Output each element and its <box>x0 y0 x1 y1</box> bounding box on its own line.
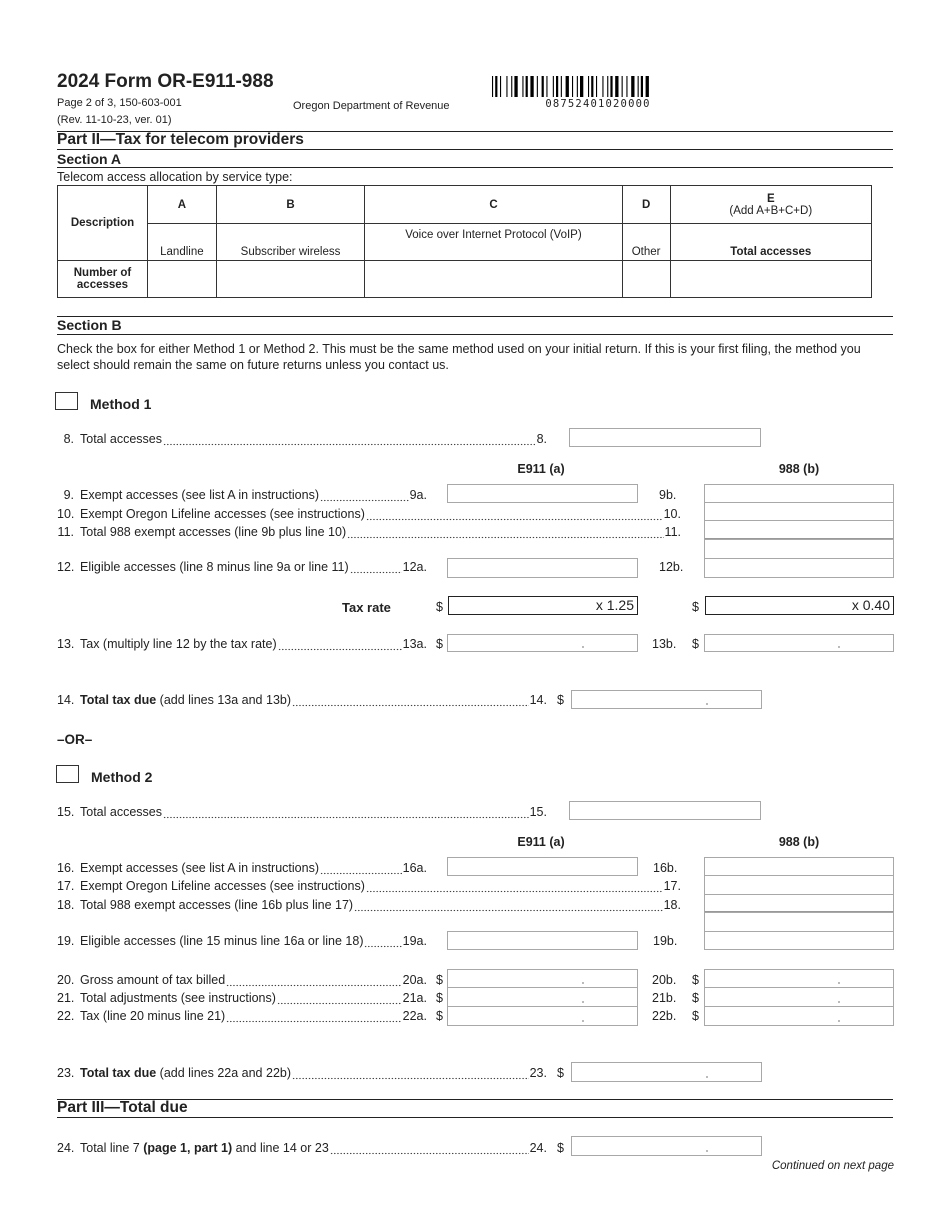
barcode <box>492 76 704 97</box>
page-info: Page 2 of 3, 150-603-001 <box>57 97 182 109</box>
divider <box>57 149 893 150</box>
col-e-label: Total accesses <box>670 224 871 261</box>
line-text: (add lines 22a and 22b) <box>159 1066 292 1080</box>
line-12b-input[interactable] <box>704 558 894 578</box>
line-text: Total accesses <box>80 805 162 819</box>
leader-dots <box>163 805 529 820</box>
line-10-input[interactable] <box>704 502 894 521</box>
barcode-bar <box>626 76 627 97</box>
line-16 <box>57 861 427 876</box>
barcode-bar <box>537 76 538 97</box>
line-19b-ref: 19b. <box>653 934 678 948</box>
line-13a-input[interactable] <box>447 634 638 652</box>
part2-title: Part II—Tax for telecom providers <box>57 131 304 148</box>
barcode-bar <box>561 76 562 97</box>
line-ref: 24. <box>529 1141 547 1155</box>
barcode-bar <box>514 76 517 97</box>
leader-dots <box>330 1141 529 1156</box>
leader-dots <box>163 432 536 447</box>
divider <box>57 316 893 317</box>
barcode-bar <box>602 76 603 97</box>
line-ref: 20a. <box>402 973 427 987</box>
leader-dots <box>366 507 663 522</box>
line-number: 8. <box>63 432 74 446</box>
line-number: 24. <box>57 1141 75 1155</box>
line-text: and line 14 or 23 <box>235 1141 329 1155</box>
barcode-bar <box>495 76 497 97</box>
leader-dots <box>320 861 402 876</box>
line-19 <box>57 934 427 949</box>
barcode-bar <box>522 76 523 97</box>
divider <box>57 334 893 335</box>
barcode-number: 08752401020000 <box>545 98 651 110</box>
line-text: Eligible accesses (line 15 minus line 16a or line 18) <box>80 934 364 948</box>
col-d-label: Other <box>622 224 670 261</box>
barcode-bar <box>615 76 618 97</box>
line-text: Tax (multiply line 12 by the tax rate) <box>80 637 277 651</box>
dollar-sign: $ <box>436 991 443 1005</box>
line-number: 10. <box>57 507 75 521</box>
barcode-bar <box>542 76 544 97</box>
method2-checkbox[interactable] <box>56 765 79 783</box>
line-text-bold: Total tax due <box>80 693 157 707</box>
col-d-letter: D <box>622 186 670 224</box>
spacer-box <box>704 912 894 932</box>
line-12b-ref: 12b. <box>659 560 684 574</box>
col-a-label: Landline <box>148 224 217 261</box>
line-24-input[interactable] <box>571 1136 762 1156</box>
col-b-letter: B <box>216 186 365 224</box>
col-e-header <box>670 186 871 224</box>
line-13 <box>57 637 427 652</box>
line-text-bold: Total tax due <box>80 1066 157 1080</box>
barcode-bar <box>546 76 547 97</box>
line-ref: 9a. <box>409 488 427 502</box>
line-text: Exempt Oregon Lifeline accesses (see instructions) <box>80 879 365 893</box>
barcode-bar <box>591 76 593 97</box>
line-20b-input[interactable] <box>704 969 894 988</box>
accesses-total-input[interactable] <box>670 261 871 298</box>
col-e911-header: E911 (a) <box>517 462 565 476</box>
line-text: Total adjustments (see instructions) <box>80 991 276 1005</box>
line-number: 12. <box>57 560 75 574</box>
leader-dots <box>292 1066 529 1081</box>
leader-dots <box>354 898 663 913</box>
leader-dots <box>366 879 663 894</box>
col-e-letter: E <box>766 192 775 205</box>
line-21b-ref: 21b. <box>652 991 677 1005</box>
col-c-letter: C <box>365 186 622 224</box>
barcode-bar <box>588 76 589 97</box>
leader-dots <box>292 693 529 708</box>
barcode-bar <box>492 76 493 97</box>
dollar-sign: $ <box>436 973 443 987</box>
leader-dots <box>226 973 401 988</box>
line-number: 19. <box>57 934 75 948</box>
line-ref: 22a. <box>402 1009 427 1023</box>
line-9b-input[interactable] <box>704 484 894 503</box>
line-11-input[interactable] <box>704 520 894 540</box>
line-17 <box>57 879 681 894</box>
barcode-bar <box>580 76 583 97</box>
dollar-sign: $ <box>692 1009 699 1023</box>
or-separator: –OR– <box>57 732 93 747</box>
line-13b-input[interactable] <box>704 634 894 652</box>
line-21 <box>57 991 427 1006</box>
line-number: 21. <box>57 991 75 1005</box>
barcode-bar <box>638 76 639 97</box>
line-ref: 15. <box>529 805 547 819</box>
col-a-letter: A <box>148 186 217 224</box>
barcode-bar <box>556 76 558 97</box>
barcode-bar <box>572 76 573 97</box>
accesses-a-input[interactable] <box>148 261 217 298</box>
col-988-header: 988 (b) <box>778 462 820 476</box>
line-ref: 19a. <box>402 934 427 948</box>
barcode-bar <box>553 76 554 97</box>
agency-name: Oregon Department of Revenue <box>293 100 450 112</box>
line-text: Exempt accesses (see list A in instructions) <box>80 861 319 875</box>
line-10 <box>57 507 681 522</box>
line-9 <box>57 488 427 503</box>
accesses-b-input[interactable] <box>216 261 365 298</box>
barcode-bar <box>622 76 623 97</box>
line-17-input[interactable] <box>704 875 894 895</box>
line-ref: 10. <box>663 507 681 521</box>
barcode-bar <box>500 76 501 97</box>
line-15-input[interactable] <box>569 801 761 820</box>
line-ref: 12a. <box>402 560 427 574</box>
line-22b-ref: 22b. <box>652 1009 677 1023</box>
dollar-sign: $ <box>436 600 443 614</box>
section-b-instructions: Check the box for either Method 1 or Method 2. This must be the same method used on your initial return. If this is your first filing, the method you select should remain the same on future returns unless you contact us. <box>57 342 861 372</box>
line-12a-input[interactable] <box>447 558 638 578</box>
line-number: 20. <box>57 973 75 987</box>
tax-rate-b: x 0.40 <box>705 596 894 615</box>
dollar-sign: $ <box>692 973 699 987</box>
barcode-bar <box>511 76 512 97</box>
number-of-accesses-label: Number of accesses <box>58 261 148 298</box>
line-number: 18. <box>57 898 75 912</box>
section-a-caption: Telecom access allocation by service type: <box>57 170 293 184</box>
section-b-title: Section B <box>57 317 122 333</box>
line-ref: 16a. <box>402 861 427 875</box>
line-14-input[interactable] <box>571 690 762 709</box>
line-23-input[interactable] <box>571 1062 762 1082</box>
line-number: 23. <box>57 1066 75 1080</box>
dollar-sign: $ <box>692 637 699 651</box>
line-text: Total 988 exempt accesses (line 16b plus line 17) <box>80 898 354 912</box>
line-ref: 21a. <box>402 991 427 1005</box>
form-title: 2024 Form OR-E911-988 <box>57 71 274 92</box>
continued-note: Continued on next page <box>771 1160 894 1172</box>
line-number: 16. <box>57 861 75 875</box>
leader-dots <box>320 488 409 503</box>
line-22a-input[interactable] <box>447 1006 638 1026</box>
dollar-sign: $ <box>436 637 443 651</box>
line-number: 22. <box>57 1009 75 1023</box>
line-ref: 8. <box>536 432 547 446</box>
col-b-label: Subscriber wireless <box>216 224 365 261</box>
method1-label: Method 1 <box>90 396 152 412</box>
line-11 <box>57 525 681 540</box>
line-ref: 14. <box>529 693 547 707</box>
method2-label: Method 2 <box>91 769 153 785</box>
barcode-bar <box>526 76 528 97</box>
line-16b-input[interactable] <box>704 857 894 876</box>
dollar-sign: $ <box>692 991 699 1005</box>
line-text: Tax (line 20 minus line 21) <box>80 1009 226 1023</box>
line-14 <box>57 693 547 708</box>
divider <box>57 167 893 168</box>
line-ref: 18. <box>663 898 681 912</box>
description-header: Description <box>58 186 148 261</box>
dollar-sign: $ <box>692 600 699 614</box>
dollar-sign: $ <box>436 1009 443 1023</box>
line-ref: 13a. <box>402 637 427 651</box>
line-text: Total line 7 <box>80 1141 140 1155</box>
line-12 <box>57 560 427 575</box>
line-15 <box>57 805 547 820</box>
line-text-bold: (page 1, part 1) <box>143 1141 233 1155</box>
line-20 <box>57 973 427 988</box>
leader-dots <box>277 991 402 1006</box>
dollar-sign: $ <box>557 1141 564 1155</box>
barcode-bar <box>566 76 569 97</box>
line-ref: 23. <box>529 1066 547 1080</box>
line-8 <box>57 432 547 447</box>
line-number: 14. <box>57 693 75 707</box>
line-16b-ref: 16b. <box>653 861 678 875</box>
barcode-bar <box>596 76 597 97</box>
line-text: (add lines 13a and 13b) <box>159 693 292 707</box>
allocation-table <box>57 185 872 298</box>
line-19a-input[interactable] <box>447 931 638 950</box>
spacer-box <box>704 539 894 559</box>
barcode-bar <box>607 76 608 97</box>
dollar-sign: $ <box>557 1066 564 1080</box>
barcode-bar <box>646 76 649 97</box>
line-22 <box>57 1009 427 1024</box>
line-13b-ref: 13b. <box>652 637 677 651</box>
line-ref: 11. <box>664 525 681 539</box>
tax-rate-a: x 1.25 <box>448 596 638 615</box>
barcode-bar <box>577 76 578 97</box>
line-24 <box>57 1141 547 1156</box>
tax-rate-label: Tax rate <box>342 600 391 615</box>
line-21a-input[interactable] <box>447 987 638 1007</box>
col-988-header: 988 (b) <box>778 835 820 849</box>
line-22b-input[interactable] <box>704 1006 894 1026</box>
revision: (Rev. 11-10-23, ver. 01) <box>57 114 172 126</box>
line-text: Exempt accesses (see list A in instructions) <box>80 488 319 502</box>
leader-dots <box>364 934 401 949</box>
barcode-bar <box>631 76 634 97</box>
leader-dots <box>350 560 402 575</box>
barcode-bar <box>610 76 612 97</box>
line-20a-input[interactable] <box>447 969 638 988</box>
col-e911-header: E911 (a) <box>517 835 565 849</box>
accesses-c-input[interactable] <box>365 261 622 298</box>
line-number: 11. <box>57 525 74 539</box>
line-16a-input[interactable] <box>447 857 638 876</box>
divider <box>57 1117 893 1118</box>
line-9a-input[interactable] <box>447 484 638 503</box>
line-number: 17. <box>57 879 75 893</box>
line-8-input[interactable] <box>569 428 761 447</box>
leader-dots <box>278 637 402 652</box>
dollar-sign: $ <box>557 693 564 707</box>
line-text: Total accesses <box>80 432 162 446</box>
col-e-note: (Add A+B+C+D) <box>729 204 813 217</box>
line-19b-input[interactable] <box>704 931 894 950</box>
line-18-input[interactable] <box>704 894 894 913</box>
line-number: 15. <box>57 805 75 819</box>
line-text: Exempt Oregon Lifeline accesses (see instructions) <box>80 507 365 521</box>
line-20b-ref: 20b. <box>652 973 677 987</box>
leader-dots <box>226 1009 401 1024</box>
part3-title: Part III—Total due <box>57 1099 188 1116</box>
line-9b-ref: 9b. <box>659 488 677 502</box>
line-number: 9. <box>63 488 74 502</box>
accesses-d-input[interactable] <box>622 261 670 298</box>
method1-checkbox[interactable] <box>55 392 78 410</box>
col-c-label: Voice over Internet Protocol (VoIP) <box>365 224 622 261</box>
barcode-bar <box>506 76 507 97</box>
line-23 <box>57 1066 547 1081</box>
line-ref: 17. <box>663 879 681 893</box>
line-text: Eligible accesses (line 8 minus line 9a or line 11) <box>80 560 349 574</box>
line-text: Total 988 exempt accesses (line 9b plus line 10) <box>80 525 347 539</box>
line-number: 13. <box>57 637 75 651</box>
section-a-title: Section A <box>57 151 122 167</box>
line-text: Gross amount of tax billed <box>80 973 226 987</box>
line-18 <box>57 898 681 913</box>
barcode-bar <box>530 76 533 97</box>
leader-dots <box>347 525 663 540</box>
line-21b-input[interactable] <box>704 987 894 1007</box>
barcode-bar <box>641 76 643 97</box>
